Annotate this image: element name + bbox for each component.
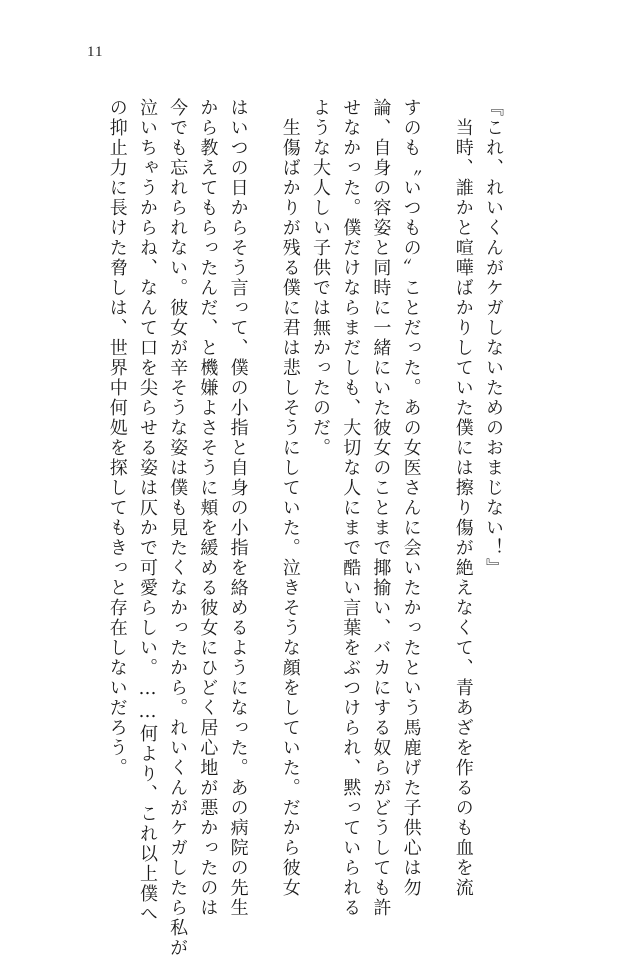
page-number: 11 — [87, 44, 104, 60]
text-column: 『これ、れいくんがケガしないためのおまじない！』 — [483, 98, 504, 578]
text-column: すのも〝いつもの〟ことだった。あの女医さんに会いたかったという馬鹿げた子供心は勿 — [400, 98, 422, 898]
text-column: の抑止力に長けた脅しは、世界中何処を探してもきっと存在しないだろう。 — [106, 98, 128, 778]
text-column: 生傷ばかりが残る僕に君は悲しそうにしていた。泣きそうな顔をしていた。だから彼女 — [279, 98, 301, 898]
text-column: せなかった。僕だけならまだしも、大切な人にまで酷い言葉をぶつけられ、黙っていられる — [340, 98, 362, 918]
text-column: 当時、誰かと喧嘩ばかりしていた僕には擦り傷が絶えなくて、青あざを作るのも血を流 — [452, 98, 474, 898]
text-column: 論、自身の容姿と同時に一緒にいた彼女のことまで揶揄い、バカにする奴らがどうしても許 — [370, 98, 392, 918]
text-column: ような大人しい子供では無かったのだ。 — [309, 98, 331, 458]
vertical-text-body — [102, 98, 508, 958]
text-column: から教えてもらったんだ、と機嫌よさそうに頬を緩める彼女にひどく居心地が悪かったのは — [197, 98, 219, 918]
text-column: はいつの日からそう言って、僕の小指と自身の小指を絡めるようになった。あの病院の先生 — [227, 98, 249, 918]
text-column: 今でも忘れられない。彼女が辛そうな姿は僕も見たくなかったから。れいくんがケガしたら私が — [167, 98, 189, 958]
text-column: 泣いちゃうからね、なんて口を尖らせる姿は仄かで可愛らしい。……何より、これ以上僕へ — [136, 98, 158, 924]
